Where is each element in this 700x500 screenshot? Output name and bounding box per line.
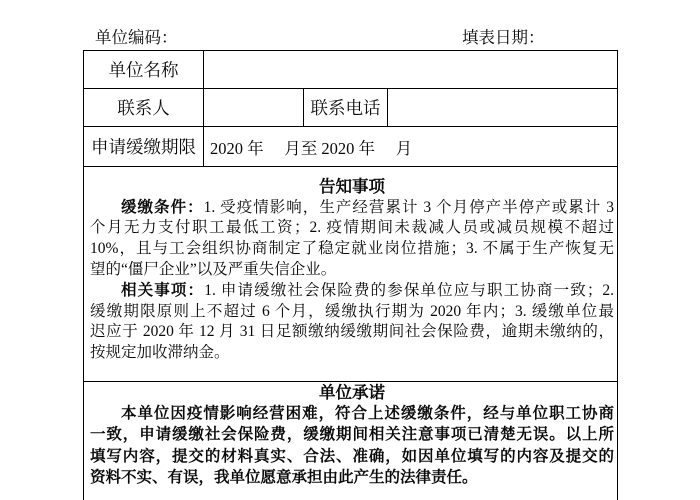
paragraph-line [90,281,614,302]
deferral-period-value: 2020 年 月至 2020 年 月 [203,126,618,167]
deferral-application-table [83,50,618,500]
paragraph-line: 个月无力支付职工最低工资；2. 疫情期间未裁减人员或减员规模不超过 [90,219,614,237]
fill-date-label: 填表日期： [462,28,545,47]
unit-name-label: 单位名称 [83,50,204,89]
commitment-title: 单位承诺 [319,383,385,402]
notice-section [83,166,618,382]
deferral-conditions-paragraph [90,198,614,281]
related-matters-paragraph [90,281,614,364]
commitment-paragraph [90,403,614,488]
paragraph-line: 10%，且与工会组织协商制定了稳定就业岗位措施；3. 不属于生产恢复无 [90,240,614,258]
paragraph-line-text: 1. 申请缓缴社会保险费的参保单位应与职工协商一致；2. [204,281,614,299]
deferral-period-label: 申请缓缴期限 [83,126,204,167]
notice-title: 告知事项 [319,177,385,196]
paragraph-line: 一致，申请缓缴社会保险费，缓缴期间相关注意事项已清楚无误。以上所 [90,426,614,444]
contact-person-field [203,88,304,127]
unit-code-label: 单位编码： [95,28,178,47]
paragraph-line-text: 1. 受疫情影响，生产经营累计 3 个月停产半停产或累计 3 [203,198,614,216]
paragraph-line: 望的“僵尸企业”以及严重失信企业。 [90,260,337,278]
paragraph-line: 缓缴期限原则上不超过 6 个月，缓缴执行期为 2020 年内；3. 缓缴单位最 [90,302,614,320]
paragraph-line: 资料不实、有误，我单位愿意承担由此产生的法律责任。 [90,468,478,486]
contact-person-label: 联系人 [83,88,204,127]
unit-name-field [203,50,618,89]
paragraph-line: 迟应于 2020 年 12 月 31 日足额缴纳缓缴期间社会保险费，逾期未缴纳的， [90,323,614,341]
contact-phone-field [387,88,618,127]
paragraph-line [90,198,614,219]
paragraph-line: 本单位因疫情影响经营困难，符合上述缓缴条件，经与单位职工协商 [121,405,614,422]
paragraph-line: 填写内容，提交的材料真实、合法、准确，如因单位填写的内容及提交的 [90,447,614,465]
related-matters-heading: 相关事项： [121,281,205,299]
contact-phone-label: 联系电话 [303,88,388,127]
deferral-conditions-heading: 缓缴条件： [121,198,204,216]
paragraph-line: 按规定加收滞纳金。 [90,344,230,362]
commitment-section [83,381,618,500]
